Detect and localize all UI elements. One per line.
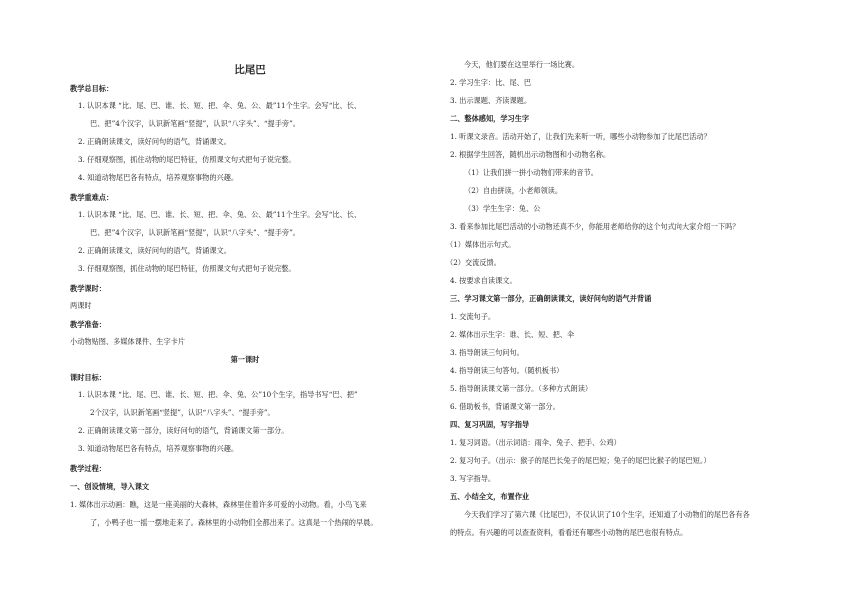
- section-2-heading: 二、整体感知，学习生字: [450, 114, 530, 123]
- section-2-line: （1）媒体出示句式。: [446, 240, 516, 249]
- section-4-line: 3. 写字指导。: [450, 474, 496, 483]
- section-2-line: （1）让我们拼一拼小动物们带来的音节。: [464, 168, 598, 177]
- section-2-line: 3. 看来参加比尾巴活动的小动物还真不少，你能用老师给你的这个句式向大家介绍一下吗？: [450, 222, 740, 231]
- hours-text: 两课时: [70, 301, 92, 310]
- section-2-line: （2）自由拼读，小老师领读。: [464, 186, 563, 195]
- section-3-line: 3. 指导朗读三句问句。: [450, 348, 524, 357]
- prep-heading: 教学准备：: [70, 320, 106, 329]
- section-4-line: 1. 复习词语。（出示词语：雨伞、兔子、把手、公鸡）: [450, 438, 621, 447]
- lesson-goal-line: 2个汉字，认识新笔画“竖提”，认识“八字头”、“提手旁”。: [90, 408, 275, 417]
- lesson-goals-heading: 课时目标：: [70, 373, 106, 382]
- hours-heading: 教学课时：: [70, 284, 106, 293]
- section-5-heading: 五、小结全文，布置作业: [450, 492, 530, 501]
- section-3-line: 4. 指导朗读三句答句。（随机板书）: [450, 366, 564, 375]
- lesson-heading: 第一课时: [230, 355, 260, 364]
- section-1-heading: 一、创设情境，导入课文: [70, 482, 150, 491]
- section-3-line: 5. 指导朗读课文第一部分。（多种方式朗读）: [450, 384, 593, 393]
- goal-line: 1. 认识本课 “比、尾、巴、谁、长、短、把、伞、兔、公、最”11个生字。会写“比、长、: [78, 101, 362, 110]
- section-5-line: 今天我们学习了第六课《比尾巴》，不仅认识了10个生字，还知道了小动物们的尾巴各有各: [464, 510, 750, 519]
- document-title: 比尾巴: [234, 64, 266, 76]
- process-heading: 教学过程：: [70, 464, 106, 473]
- key-line: 2. 正确朗读课文，读好问句的语气，背诵课文。: [78, 246, 231, 255]
- continued-text: 今天，他们要在这里举行一场比赛。: [464, 60, 580, 69]
- section-2-line: 1. 听课文录音。活动开始了，让我们先来听一听，哪些小动物参加了比尾巴活动？: [450, 132, 711, 141]
- section-2-line: （3）学生生字：兔、公: [464, 204, 541, 213]
- goal-line: 巴、把”4个汉字，认识新笔画“竖提”，认识“八字头”、“提手旁”。: [90, 119, 300, 128]
- lesson-goal-line: 3. 知道动物尾巴各有特点，培养观察事物的兴趣。: [78, 444, 239, 453]
- section-2-line: 4. 按要求自读课文。: [450, 276, 517, 285]
- goal-line: 2. 正确朗读课文，读好问句的语气，背诵课文。: [78, 137, 231, 146]
- section-4-heading: 四、复习巩固，写字指导: [450, 420, 530, 429]
- section-1-line: 了，小鸭子也一摇一摆地走来了。森林里的小动物们全都出来了。这真是一个热闹的早晨。: [90, 518, 378, 527]
- section-3-line: 6. 借助板书，背诵课文第一部分。: [450, 402, 560, 411]
- section-4-line: 2. 复习句子。（出示：猴子的尾巴长兔子的尾巴短；兔子的尾巴比猴子的尾巴短。）: [450, 456, 711, 465]
- section-3-line: 2. 媒体出示生字：谁、长、短、把、伞: [450, 330, 575, 339]
- section-3-heading: 三、学习课文第一部分，正确朗读课文，读好问句的语气并背诵: [450, 294, 652, 303]
- list-item: 2. 学习生字：比、尾、巴: [450, 78, 532, 87]
- goal-line: 3. 仔细观察图，抓住动物的尾巴特征，仿照课文句式把句子说完整。: [78, 155, 296, 164]
- section-2-line: （2）交流反馈。: [446, 258, 501, 267]
- goal-line: 4. 知道动物尾巴各有特点，培养观察事物的兴趣。: [78, 173, 239, 182]
- list-item: 3. 出示课题、齐读课题。: [450, 96, 532, 105]
- key-line: 3. 仔细观察图，抓住动物的尾巴特征，仿照课文句式把句子说完整。: [78, 264, 296, 273]
- section-3-line: 1. 交流句子。: [450, 312, 496, 321]
- section-5-line: 的特点。有兴趣的可以查查资料，看看还有哪些小动物的尾巴也很有特点。: [450, 528, 688, 537]
- section-2-line: 2. 根据学生回答，随机出示动物图和小动物名称。: [450, 150, 611, 159]
- prep-text: 小动物贴图、多媒体课件、生字卡片: [70, 337, 186, 346]
- lesson-goal-line: 2. 正确朗读课文第一部分，读好问句的语气，背诵课文第一部分。: [78, 426, 289, 435]
- goals-heading: 教学总目标：: [70, 84, 114, 93]
- key-line: 巴、把”4个汉字，认识新笔画“竖提”，认识“八字头”、“提手旁”。: [90, 228, 300, 237]
- key-heading: 教学重难点：: [70, 193, 114, 202]
- lesson-goal-line: 1. 认识本课 “比、尾、巴、谁、长、短、把、伞、兔、公”10个生字，指导书写“巴、把”: [78, 390, 358, 399]
- key-line: 1. 认识本课 “比、尾、巴、谁、长、短、把、伞、兔、公、最”11个生字。会写“比、长、: [78, 210, 362, 219]
- section-1-line: 1. 媒体出示动画：瞧，这是一座美丽的大森林，森林里住着许多可爱的小动物。看，小鸟飞来: [70, 500, 367, 509]
